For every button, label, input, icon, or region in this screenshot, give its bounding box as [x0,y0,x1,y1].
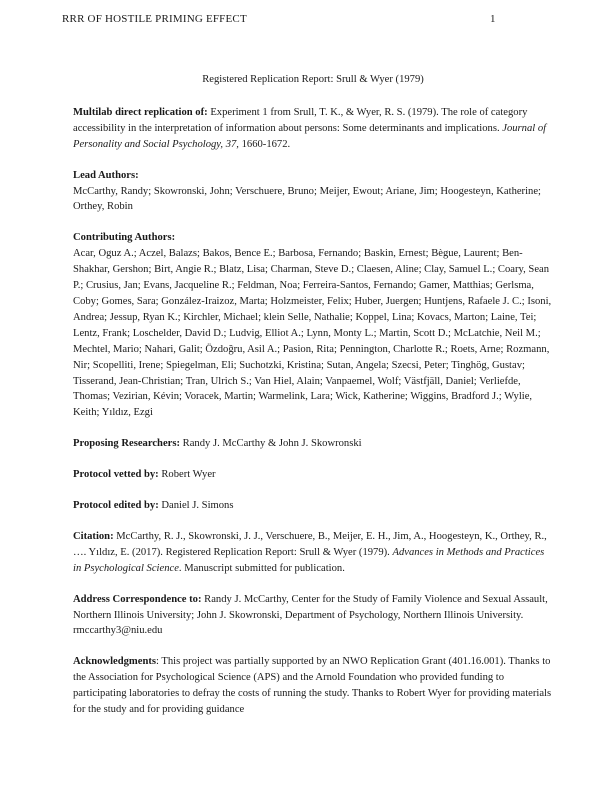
running-head: RRR OF HOSTILE PRIMING EFFECT [62,13,247,25]
lead-authors-list: McCarthy, Randy; Skowronski, John; Verschuere, Bruno; Meijer, Ewout; Ariane, Jim; Hoogesteyn, Katherine; Orthey, Robin [73,185,541,213]
vetted-text: Robert Wyer [158,469,216,481]
vetted-label: Protocol vetted by: [73,469,159,481]
correspondence-label: Address Correspondence to: [73,593,202,605]
acknowledgments [73,654,553,718]
citation-text: McCarthy, R. J., Skowronski, J. J., Verschuere, B., Meijer, E. H., Jim, A., Hoogesteyn, K., Orthey, R., …. Yıldız, E. (2017). Registered Replication Report: Srull & Wyer (1979). [73,530,547,558]
citation [73,529,553,577]
replication-text: Experiment 1 from Srull, T. K., & Wyer, R. S. (1979). The role of category accessibility in the interpretation of information about persons: Some determinants and implications. [73,106,528,134]
edited-label: Protocol edited by: [73,500,159,512]
citation-label: Citation: [73,530,114,542]
correspondence-email-link[interactable]: rmccarthy3@niu.edu [73,625,163,637]
protocol-vetted [73,467,553,483]
proposing-label: Proposing Researchers: [73,438,181,450]
replication-label: Multilab direct replication of: [73,106,208,118]
citation-journal: Advances in Methods and Practices in Psychological Science [73,546,545,574]
proposing-text: Randy J. McCarthy & John J. Skowronski [180,438,362,450]
contributing-authors-section [73,230,553,421]
paper-title: Registered Replication Report: Srull & Wyer (1979) [202,74,424,85]
acknowledgments-label: Acknowledgments [73,656,156,668]
edited-text: Daniel J. Simons [158,500,234,512]
correspondence-text: Randy J. McCarthy, Center for the Study of Family Violence and Sexual Assault, Northern Illinois University; John J. Skowronski, Department of Psychology, Northern Illinois University. [73,593,548,621]
page-number: 1 [490,13,496,25]
proposing-researchers [73,436,553,452]
replication-statement [73,105,553,153]
lead-authors-section [73,168,553,216]
replication-journal: Journal of Personality and Social Psychology, 37, [73,122,547,150]
address-correspondence [73,592,553,640]
protocol-edited [73,498,553,514]
contributing-authors-label: Contributing Authors: [73,232,176,244]
lead-authors-label: Lead Authors: [73,169,139,181]
title-page-content [73,72,553,733]
replication-pages: 1660-1672. [238,138,291,150]
contributing-authors-list: Acar, Oguz A.; Aczel, Balazs; Bakos, Bence E.; Barbosa, Fernando; Baskin, Ernest; Bègue, Laurent; Ben-Shakhar, Gershon; Birt, Angie R.; Blatz, Lisa; Charman, Steve D.; Claesen, Aline; Clay, Samuel L.; Coary, Sean P.; Crusius, Jan; Evans, Jacqueline R.; Feldman, Noa; Ferreira-Santos, Fernando; Gamer, Matthias; Gerlsma, Coby; Gomes, Sara; González-Iraizoz, Marta; Holzmeister, Felix; Huber, Juergen; Huntjens, Rafaele J. C.; Isoni, Andrea; Jessup, Ryan K.; Kirchler, Michael; klein Selle, Nathalie; Koppel, Lina; Kovacs, Marton; Laine, Tei; Lentz, Frank; Loschelder, David D.; Ludvig, Elliot A.; Lynn, Monty L.; Martin, Scott D.; McLatchie, Neil M.; Mechtel, Mario; Nahari, Galit; Özdoğru, Asil A.; Pasion, Rita; Pennington, Charlotte R.; Roets, Arne; Rozmann, Nir; Scopelliti, Irene; Spiegelman, Eli; Suchotzki, Kristina; Sutan, Angela; Szecsi, Peter; Tinghög, Gustav; Tisserand, Jean-Christian; Tran, Ulrich S.; Van Hiel, Alain; Vanpaemel, Wolf; Västfjäll, Daniel; Verliefde, Thomas; Vezirian, Kévin; Voracek, Martin; Warmelink, Lara; Wick, Katherine; Wiggins, Bradford J.; Wylie, Keith; Yıldız, Ezgi [73,248,552,419]
acknowledgments-text: : This project was partially supported by an NWO Replication Grant (401.16.001). Thanks to the Association for Psychological Science (APS) and the Arnold Foundation who provided funding to participating laboratories to defray the costs of running the study. Thanks to Robert Wyer for providing materials for the study and for providing guidance [73,656,552,716]
citation-tail: . Manuscript submitted for publication. [178,562,345,574]
